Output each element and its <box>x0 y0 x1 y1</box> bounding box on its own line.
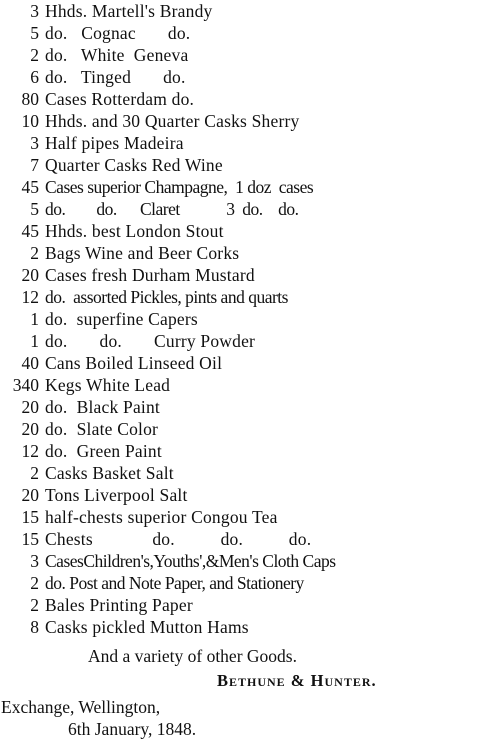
item-quantity: 20 <box>21 265 39 285</box>
list-item <box>0 220 485 242</box>
list-item <box>0 440 485 462</box>
item-description: do. do. Curry Powder <box>45 331 256 351</box>
item-description: Cases Rotterdam do. <box>45 89 195 109</box>
item-quantity: 15 <box>21 529 39 549</box>
item-description: do. White Geneva <box>45 45 189 65</box>
item-quantity: 3 <box>30 1 39 21</box>
item-description: Tons Liverpool Salt <box>45 485 188 505</box>
item-description: do. Cognac do. <box>45 23 191 43</box>
list-item <box>0 66 485 88</box>
list-item <box>0 572 485 594</box>
item-quantity: 5 <box>30 23 39 43</box>
item-quantity: 80 <box>21 89 39 109</box>
item-quantity: 2 <box>30 573 39 593</box>
item-description: Bags Wine and Beer Corks <box>45 243 240 263</box>
item-quantity: 45 <box>21 221 39 241</box>
item-description: Cases fresh Durham Mustard <box>45 265 255 285</box>
item-description: Cases superior Champagne, 1 doz cases <box>45 177 314 197</box>
item-quantity: 5 <box>30 199 39 219</box>
item-quantity: 1 <box>30 331 39 351</box>
item-description: Half pipes Madeira <box>45 133 184 153</box>
list-item <box>0 44 485 66</box>
item-description: do. Slate Color <box>45 419 159 439</box>
list-item <box>0 242 485 264</box>
list-item <box>0 594 485 616</box>
list-item <box>0 484 485 506</box>
list-item <box>0 308 485 330</box>
list-item <box>0 132 485 154</box>
list-item <box>0 462 485 484</box>
item-description: half-chests superior Congou Tea <box>45 507 278 527</box>
item-quantity: 340 <box>12 375 39 395</box>
item-quantity: 12 <box>21 287 39 307</box>
item-quantity: 40 <box>21 353 39 373</box>
item-quantity: 3 <box>30 551 39 571</box>
item-description: do. Tinged do. <box>45 67 186 87</box>
item-quantity: 2 <box>30 243 39 263</box>
item-quantity: 45 <box>21 177 39 197</box>
item-quantity: 8 <box>30 617 39 637</box>
item-quantity: 10 <box>21 111 39 131</box>
item-description: do. Black Paint <box>45 397 160 417</box>
list-item <box>0 352 485 374</box>
item-description: Hhds. Martell's Brandy <box>45 1 213 21</box>
list-item <box>0 330 485 352</box>
list-item <box>0 22 485 44</box>
item-quantity: 3 <box>30 133 39 153</box>
item-description: Hhds. and 30 Quarter Casks Sherry <box>45 111 300 131</box>
list-item <box>0 198 485 220</box>
item-description: do. superfine Capers <box>45 309 198 329</box>
list-item <box>0 550 485 572</box>
closing-line: And a variety of other Goods. <box>88 646 297 666</box>
item-quantity: 15 <box>21 507 39 527</box>
item-description: Casks Basket Salt <box>45 463 174 483</box>
list-item <box>0 396 485 418</box>
item-quantity: 20 <box>21 485 39 505</box>
item-description: Kegs White Lead <box>45 375 171 395</box>
list-item <box>0 616 485 638</box>
list-item <box>0 0 485 22</box>
list-item <box>0 374 485 396</box>
list-item <box>0 154 485 176</box>
item-description: do. assorted Pickles, pints and quarts <box>45 287 288 307</box>
item-quantity: 12 <box>21 441 39 461</box>
signature: Bethune & Hunter. <box>217 671 377 690</box>
list-item <box>0 528 485 550</box>
item-quantity: 6 <box>30 67 39 87</box>
item-description: do. Post and Note Paper, and Stationery <box>45 573 304 593</box>
item-description: CasesChildren's,Youths',&Men's Cloth Caps <box>45 551 336 571</box>
item-quantity: 2 <box>30 595 39 615</box>
list-item <box>0 286 485 308</box>
item-quantity: 7 <box>30 155 39 175</box>
item-quantity: 20 <box>21 419 39 439</box>
item-description: Quarter Casks Red Wine <box>45 155 223 175</box>
item-description: Hhds. best London Stout <box>45 221 224 241</box>
item-quantity: 2 <box>30 463 39 483</box>
place-line: Exchange, Wellington, <box>1 697 161 717</box>
list-item <box>0 176 485 198</box>
list-item <box>0 418 485 440</box>
item-quantity: 20 <box>21 397 39 417</box>
item-quantity: 2 <box>30 45 39 65</box>
item-description: Cans Boiled Linseed Oil <box>45 353 223 373</box>
item-quantity: 1 <box>30 309 39 329</box>
date-line: 6th January, 1848. <box>68 719 197 739</box>
item-description: Casks pickled Mutton Hams <box>45 617 249 637</box>
item-description: Bales Printing Paper <box>45 595 193 615</box>
list-item <box>0 110 485 132</box>
item-description: do. Green Paint <box>45 441 162 461</box>
item-description: do. do. Claret 3 do. do. <box>45 199 299 219</box>
list-item <box>0 88 485 110</box>
item-description: Chests do. do. do. <box>45 529 312 549</box>
list-item <box>0 506 485 528</box>
list-item <box>0 264 485 286</box>
